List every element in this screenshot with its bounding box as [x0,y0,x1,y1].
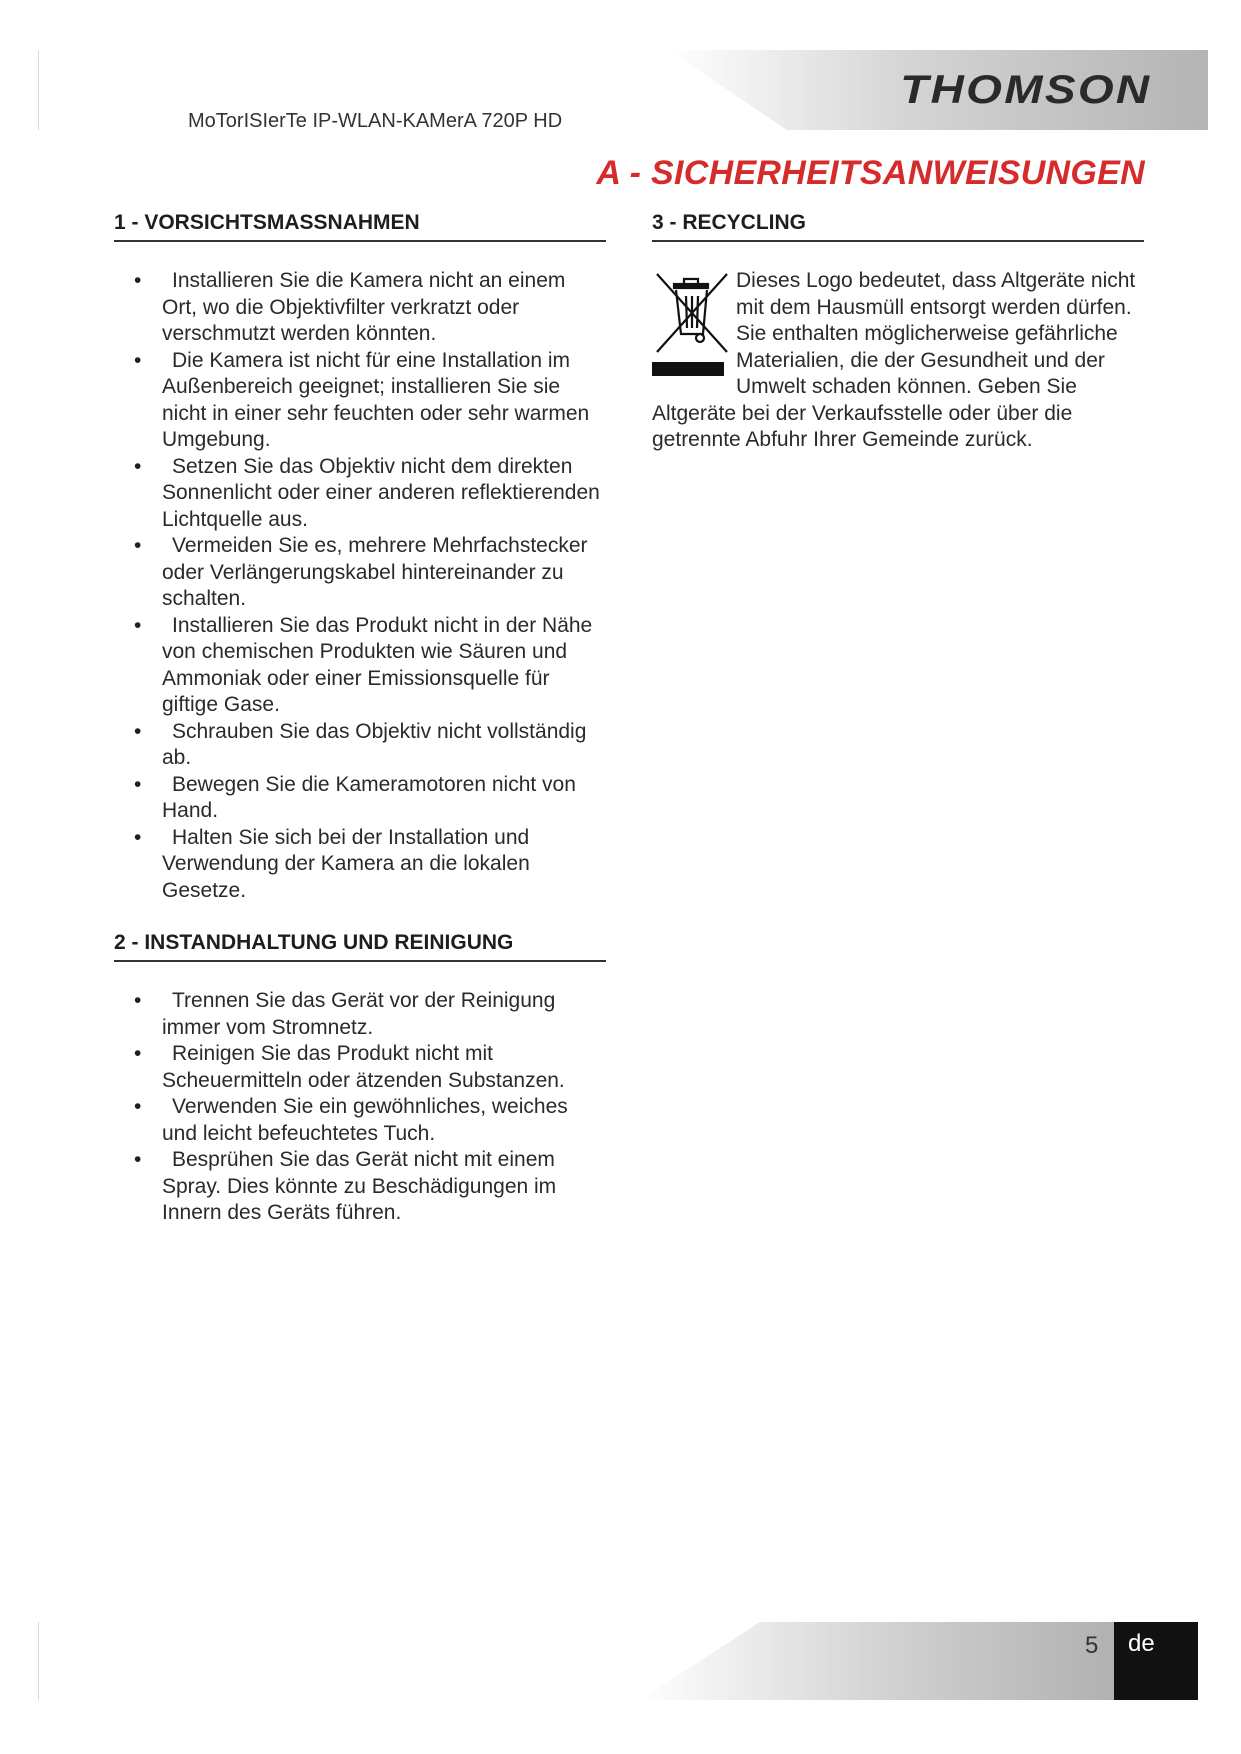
list-item-text: Bewegen Sie die Kameramotoren nicht von Hand. [162,772,576,822]
top-edge-line [38,50,39,130]
footer-banner [640,1622,1120,1700]
recycling-text: Dieses Logo bedeutet, dass Altgeräte nicht mit dem Hausmüll entsorgt werden dürfen. Sie enthalten möglicherweise gefährliche Materialien, die der Gesundheit und der Umwelt schaden können. Geben Sie Altgeräte bei der Verkaufsstelle oder über die getrennte Abfuhr Ihrer Gemeinde zurück. [652,269,1136,451]
list-item-text: Schrauben Sie das Objektiv nicht vollständig ab. [162,719,587,769]
section-heading: 3 - RECYCLING [652,211,1144,242]
list-item-text: Reinigen Sie das Produkt nicht mit Scheuermitteln oder ätzenden Substanzen. [162,1042,565,1092]
page-number: 5 [1085,1632,1099,1659]
language-tab [1114,1622,1198,1700]
list-item-text: Installieren Sie die Kamera nicht an einem Ort, wo die Objektivfilter verkratzt oder verschmutzt werden könnten. [162,269,566,345]
list-item-text: Halten Sie sich bei der Installation und Verwendung der Kamera an die lokalen Gesetze. [162,825,530,902]
section-recycling [652,211,1144,454]
brand-logo: THOMSON [899,68,1151,112]
list-item [162,825,606,905]
crossed-out-wheelie-bin-icon [652,268,730,376]
list-item [162,988,606,1041]
list-item-text: Setzen Sie das Objektiv nicht dem direkten Sonnenlicht oder einer anderen reflektierenden Lichtquelle aus. [162,454,600,531]
bin-graphic [652,268,730,360]
list-item [162,719,606,772]
list-item-text: Trennen Sie das Gerät vor der Reinigung immer vom Stromnetz. [162,989,556,1039]
list-item [162,1147,606,1227]
list-item-text: Besprühen Sie das Gerät nicht mit einem Spray. Dies könnte zu Beschädigungen im Innern des Geräts führen. [162,1148,557,1224]
list-item [162,772,606,825]
list-item [162,1094,606,1147]
section-heading: 1 - VORSICHTSMASSNAHMEN [114,211,606,242]
list-item [162,613,606,719]
bullet-list [114,988,606,1227]
document-title: MoTorISIerTe IP-WLAN-KAMerA 720P HD [188,110,563,132]
section-maintenance [114,931,606,1227]
list-item [162,348,606,454]
section-precautions [114,211,606,904]
bin-underline-bar [652,362,724,376]
list-item-text: Verwenden Sie ein gewöhnliches, weiches und leicht befeuchtetes Tuch. [162,1095,568,1145]
list-item-text: Die Kamera ist nicht für eine Installation im Außenbereich geeignet; installieren Sie sie nicht in einer sehr feuchten oder sehr warmen Umgebung. [162,348,590,451]
section-heading: 2 - INSTANDHALTUNG UND REINIGUNG [114,931,606,962]
list-item [162,533,606,613]
bottom-edge-line [38,1622,39,1700]
bullet-list [114,268,606,904]
page-title: A - SICHERHEITSANWEISUNGEN [596,154,1145,192]
list-item-text: Installieren Sie das Produkt nicht in der Nähe von chemischen Produkten wie Säuren und Ammoniak oder einer Emissionsquelle für giftige Gase. [162,613,593,716]
list-item [162,1041,606,1094]
list-item-text: Vermeiden Sie es, mehrere Mehrfachstecker oder Verlängerungskabel hintereinander zu schalten. [162,534,588,610]
list-item [162,268,606,348]
list-item [162,454,606,534]
language-label: de [1128,1630,1155,1657]
